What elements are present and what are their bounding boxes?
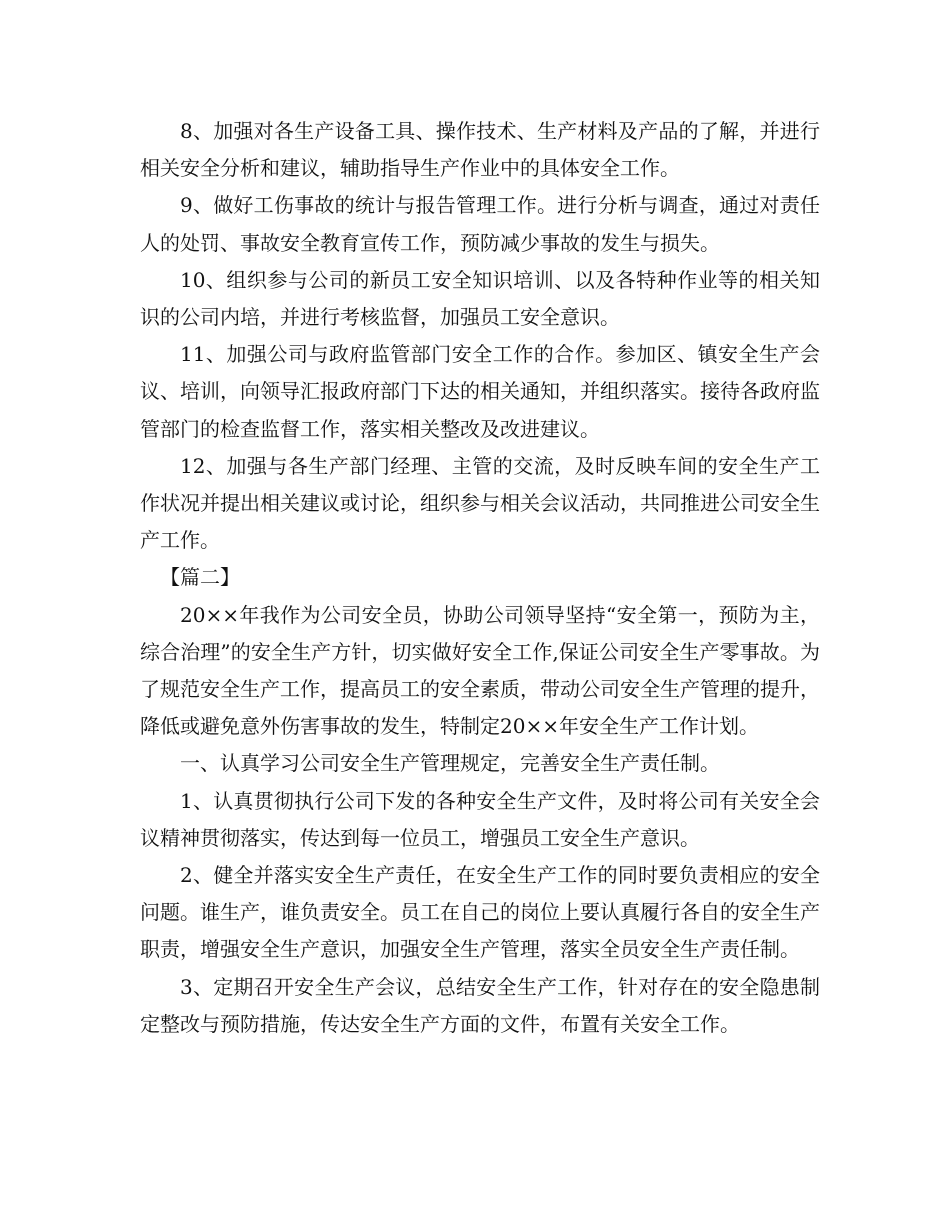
paragraph-item-10: 10、组织参与公司的新员工安全知识培训、以及各特种作业等的相关知识的公司内培，并进行考核监督，加强员工安全意识。 [140, 267, 820, 330]
paragraph-item-2: 2、健全并落实安全生产责任，在安全生产工作的同时要负责相应的安全问题。谁生产，谁负责安全。员工在自己的岗位上要认真履行各自的安全生产职责，增强安全生产意识，加强安全生产管理，落实全员安全生产责任制。 [140, 863, 820, 962]
paragraph-item-8: 8、加强对各生产设备工具、操作技术、生产材料及产品的了解，并进行相关安全分析和建议，辅助指导生产作业中的具体安全工作。 [140, 119, 820, 181]
paragraph-item-9: 9、做好工伤事故的统计与报告管理工作。进行分析与调查，通过对责任人的处罚、事故安全教育宣传工作，预防减少事故的发生与损失。 [140, 193, 820, 255]
paragraph-item-1: 1、认真贯彻执行公司下发的各种安全生产文件，及时将公司有关安全会议精神贯彻落实，传达到每一位员工，增强员工安全生产意识。 [140, 788, 820, 850]
paragraph-item-3: 3、定期召开安全生产会议，总结安全生产工作，针对存在的安全隐患制定整改与预防措施，传达安全生产方面的文件，布置有关安全工作。 [140, 974, 820, 1036]
paragraph-item-11: 11、加强公司与政府监管部门安全工作的合作。参加区、镇安全生产会议、培训，向领导汇报政府部门下达的相关通知，并组织落实。接待各政府监管部门的检查监督工作，落实相关整改及改进建议。 [140, 342, 820, 441]
document-body [140, 113, 820, 1043]
section-heading-one: 一、认真学习公司安全生产管理规定，完善安全生产责任制。 [180, 751, 720, 776]
section-heading-part-two: 【篇二】 [160, 565, 240, 590]
paragraph-intro: 20××年我作为公司安全员，协助公司领导坚持“安全第一，预防为主，综合治理”的安全生产方针，切实做好安全工作,保证公司安全生产零事故。为了规范安全生产工作，提高员工的安全素质，带动公司安全生产管理的提升，降低或避免意外伤害事故的发生，特制定20××年安全生产工作计划。 [140, 602, 820, 739]
paragraph-item-12: 12、加强与各生产部门经理、主管的交流，及时反映车间的安全生产工作状况并提出相关建议或讨论，组织参与相关会议活动，共同推进公司安全生产工作。 [140, 453, 820, 553]
